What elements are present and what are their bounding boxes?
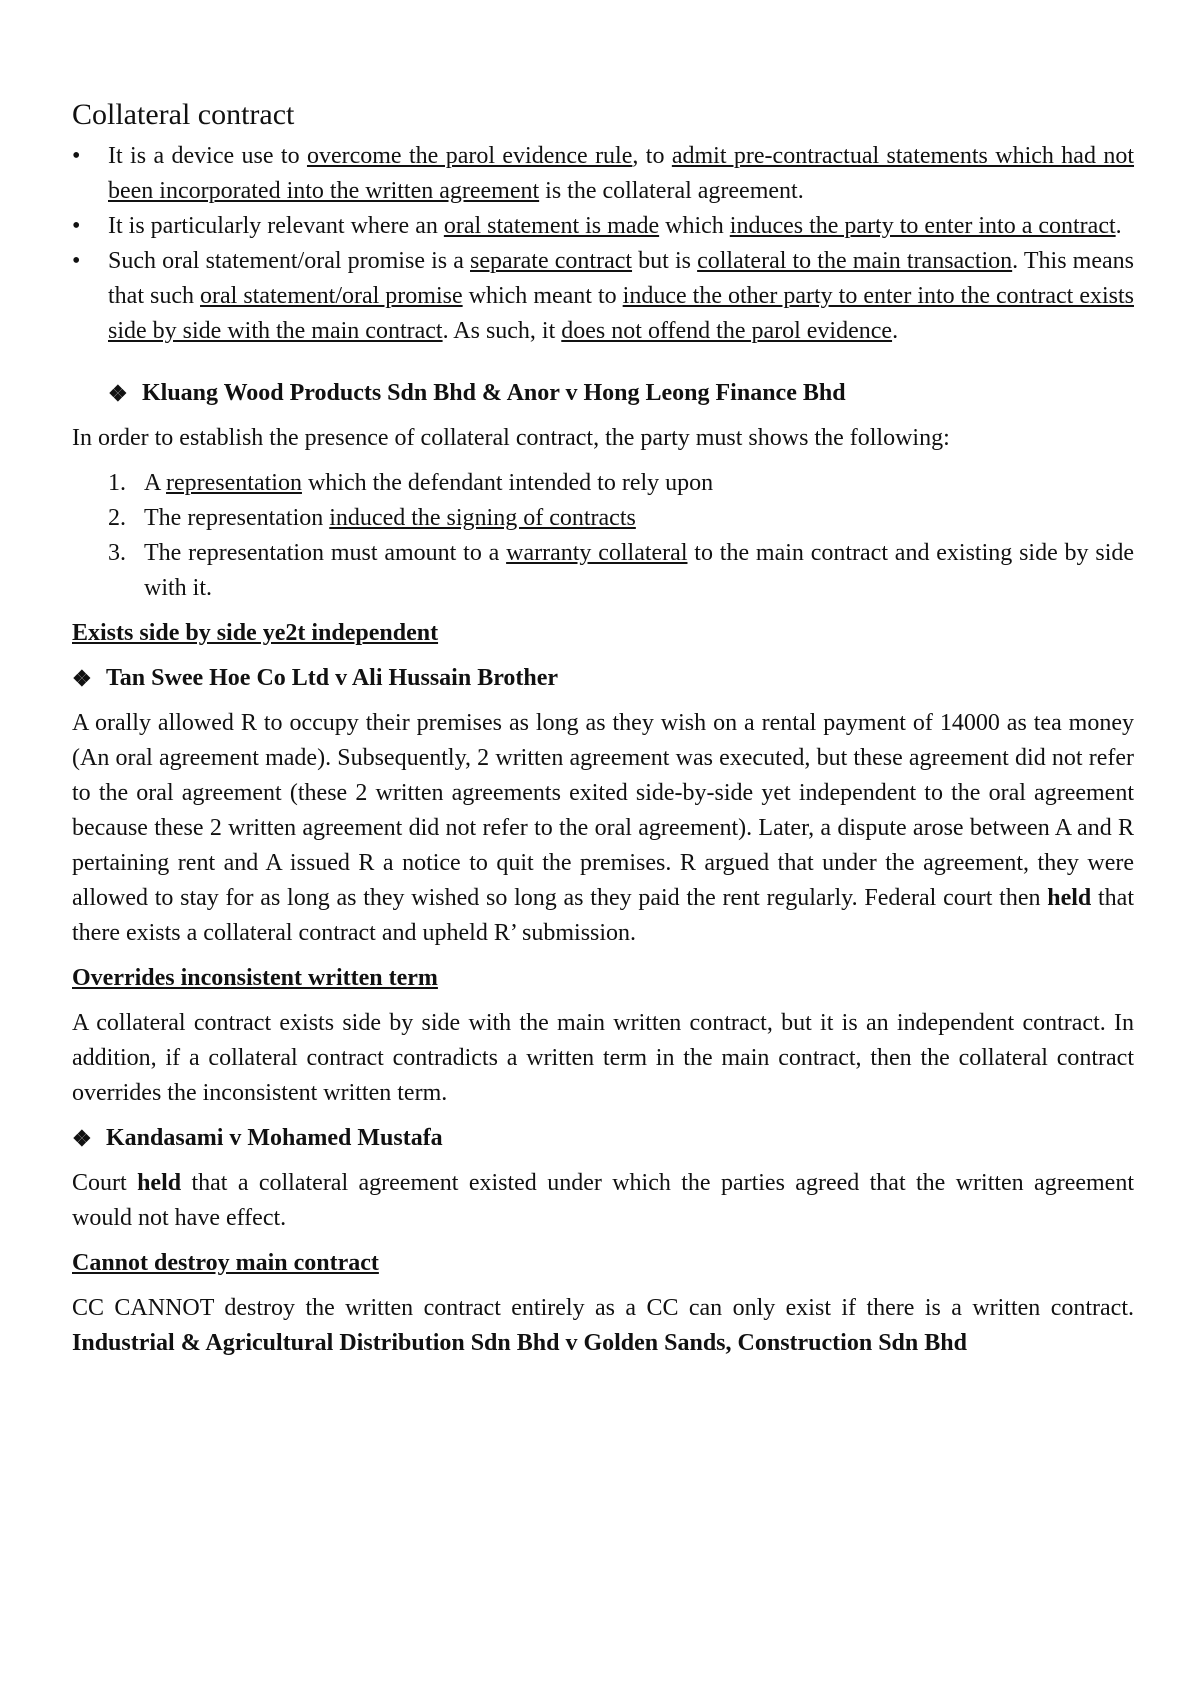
case-heading-kandasami — [72, 1121, 1134, 1156]
text-run: It is particularly relevant where an — [108, 213, 444, 239]
text-run: . This means that such — [108, 248, 1134, 309]
text-run: . — [892, 318, 899, 344]
diamond-bullet-icon: ❖ — [72, 1126, 92, 1151]
section-heading-exists-side-by-side: Exists side by side ye2t independent — [72, 620, 439, 646]
item-number: 1. — [108, 470, 126, 496]
underlined-text: admit pre-contractual statements which had not been incorporated into the written agreement — [108, 143, 1135, 204]
text-run: . — [1115, 213, 1122, 239]
case-heading-tan-swee-hoe — [72, 661, 1134, 696]
bullet-item — [72, 139, 1134, 209]
underlined-text: induced the signing of contracts — [329, 505, 636, 531]
underlined-text: separate contract — [470, 248, 633, 274]
paragraph-overrides: A collateral contract exists side by side with the main written contract, but it is an independent contract. In addition, if a collateral contract contradicts a written term in the main contract, then the collateral contract overrides the inconsistent written term. — [72, 1010, 1134, 1106]
text-run: . As such, it — [442, 318, 562, 344]
text-run: The representation — [144, 505, 330, 531]
numbered-list — [72, 466, 1134, 606]
document-content — [72, 95, 1134, 1361]
text-run: that there exists a collateral contract and upheld R’ submission. — [72, 885, 1134, 946]
underlined-text: does not offend the parol evidence — [561, 318, 893, 344]
bold-text: held — [1047, 885, 1092, 911]
paragraph-tan-swee-hoe — [72, 706, 1134, 951]
diamond-bullet-icon: ❖ — [108, 381, 128, 406]
underlined-text: oral statement/oral promise — [200, 283, 463, 309]
underlined-text: representation — [166, 470, 302, 496]
text-run: , to — [632, 143, 672, 169]
bullet-item — [72, 209, 1134, 244]
section-heading-overrides: Overrides inconsistent written term — [72, 965, 438, 991]
bold-text: Industrial & Agricultural Distribution Sdn Bhd v Golden Sands, Construction Sdn Bhd — [72, 1330, 967, 1356]
page-title: Collateral contract — [72, 98, 295, 131]
bullet-list — [72, 139, 1134, 349]
case-name: Tan Swee Hoe Co Ltd v Ali Hussain Brother — [106, 665, 559, 691]
item-number: 2. — [108, 505, 126, 531]
text-run: which meant to — [462, 283, 623, 309]
text-run: which the defendant intended to rely upon — [301, 470, 714, 496]
text-run: is the collateral agreement. — [539, 178, 804, 204]
case-name: Kluang Wood Products Sdn Bhd & Anor v Hong Leong Finance Bhd — [142, 380, 846, 406]
text-run: CC CANNOT destroy the written contract entirely as a CC can only exist if there is a written contract. — [72, 1295, 1134, 1321]
numbered-item — [72, 466, 1134, 501]
underlined-text: overcome the parol evidence rule — [306, 143, 633, 169]
case-heading-kluang — [72, 376, 1134, 411]
text-run: which — [659, 213, 730, 239]
underlined-text: induce the other party to enter into the contract exists side by side with the main contract — [108, 283, 1134, 344]
diamond-bullet-icon: ❖ — [72, 666, 92, 691]
paragraph-kandasami — [72, 1166, 1134, 1236]
text-run: It is a device use to — [108, 143, 307, 169]
intro-paragraph: In order to establish the presence of collateral contract, the party must shows the following: — [72, 425, 950, 451]
underlined-text: oral statement is made — [443, 213, 660, 239]
text-run: Court — [72, 1170, 138, 1196]
item-number: 3. — [108, 540, 126, 566]
text-run: but is — [632, 248, 698, 274]
bullet-item — [72, 244, 1134, 349]
underlined-text: collateral to the main transaction — [697, 248, 1013, 274]
section-heading-cannot-destroy: Cannot destroy main contract — [72, 1250, 379, 1276]
case-name: Kandasami v Mohamed Mustafa — [106, 1125, 443, 1151]
text-run: Such oral statement/oral promise is a — [108, 248, 471, 274]
text-run: that a collateral agreement existed under which the parties agreed that the written agreement would not have effect. — [72, 1170, 1134, 1231]
paragraph-cannot-destroy — [72, 1291, 1134, 1361]
text-run: A — [144, 470, 167, 496]
underlined-text: warranty collateral — [506, 540, 688, 566]
bold-text: held — [137, 1170, 182, 1196]
text-run: A orally allowed R to occupy their premises as long as they wish on a rental payment of 14000 as tea money (An oral agreement made). Subsequently, 2 written agreement was executed, but these agreement did not refer to the oral agreement (these 2 written agreements exited side-by-side yet independent to the oral agreement because these 2 written agreement did not refer to the oral agreement). Later, a dispute arose between A and R pertaining rent and A issued R a notice to quit the premises. R argued that under the agreement, they were allowed to stay for as long as they wished so long as they paid the rent regularly. Federal court then — [72, 710, 1134, 911]
numbered-item — [72, 501, 1134, 536]
text-run: The representation must amount to a — [144, 540, 507, 566]
underlined-text: induces the party to enter into a contract — [729, 213, 1116, 239]
numbered-item — [72, 536, 1134, 606]
text-run: to the main contract and existing side by side with it. — [144, 540, 1135, 601]
